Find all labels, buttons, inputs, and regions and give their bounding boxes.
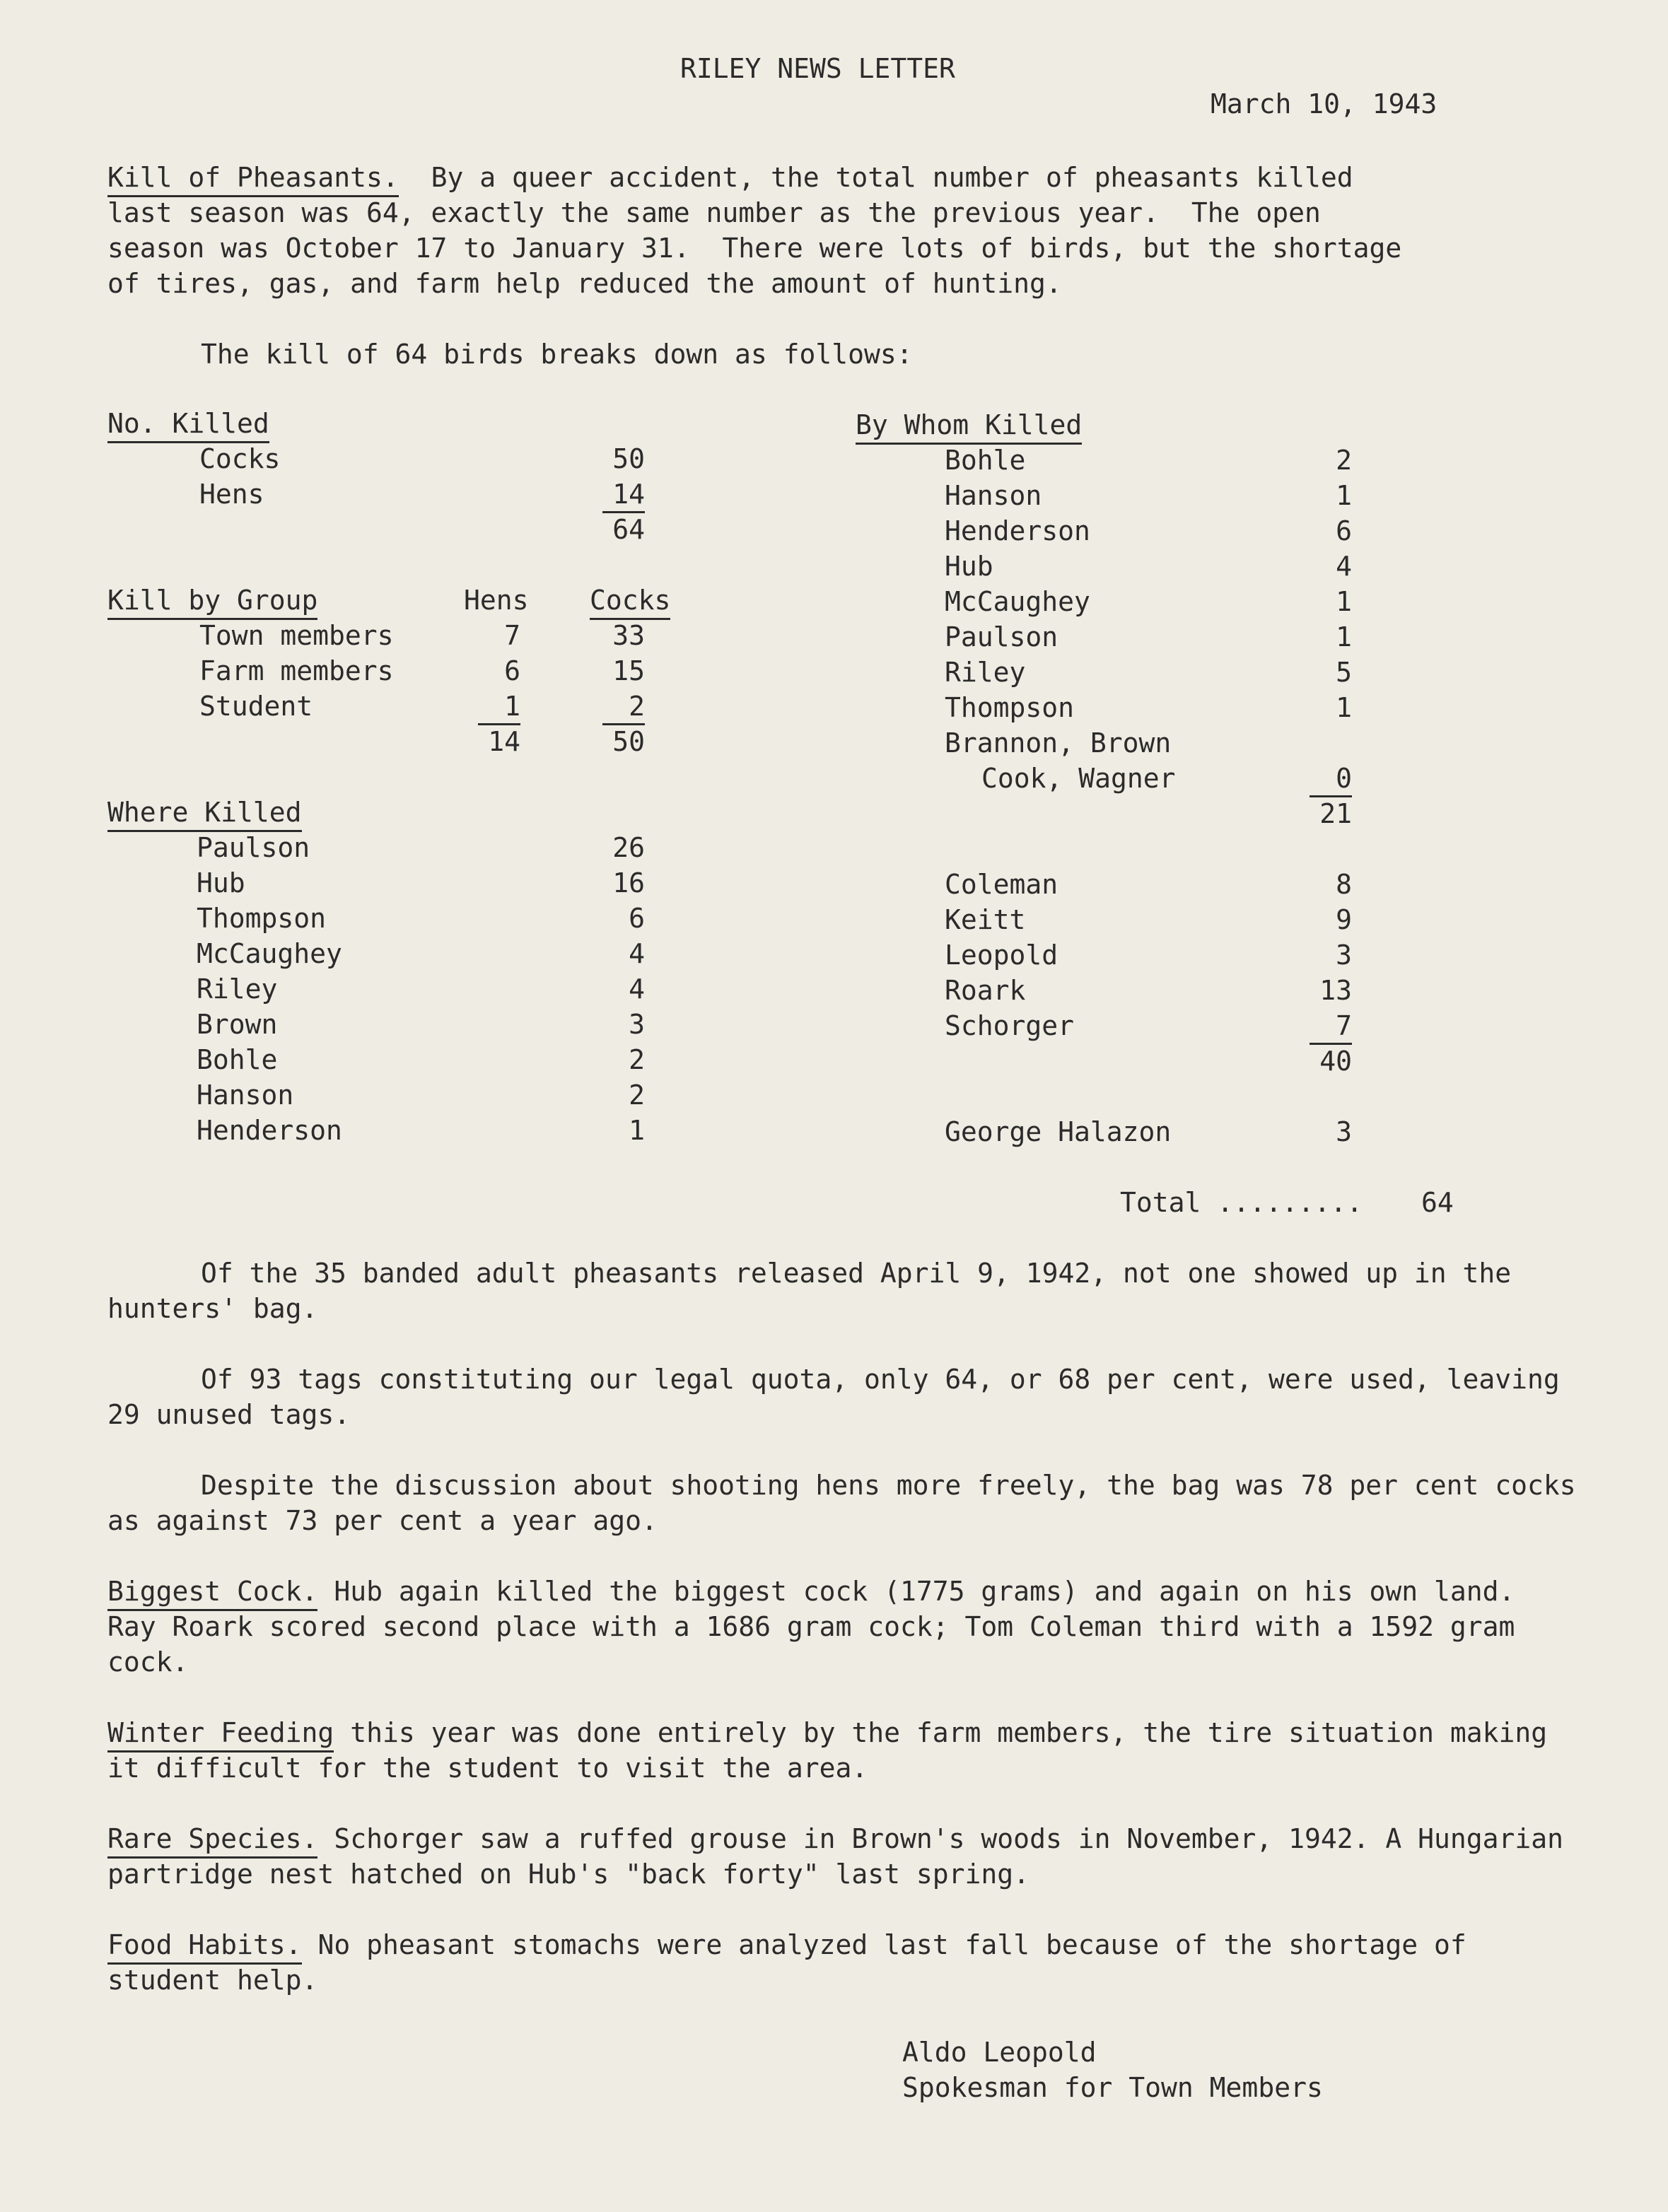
hunter-value: 8 <box>1336 869 1352 900</box>
no-killed-heading <box>107 410 269 437</box>
letter-date: March 10, 1943 <box>1211 88 1437 119</box>
where-label: Hub <box>197 867 245 899</box>
where-label: Hanson <box>197 1079 294 1111</box>
hunter-value: 7 <box>1336 1010 1352 1041</box>
paragraph-winter-feeding <box>107 1715 1578 1786</box>
hunter-value: 13 <box>1319 975 1352 1006</box>
paragraph-biggest-cock <box>107 1574 1578 1680</box>
hunter-label-cook: Cook, Wagner <box>981 763 1176 794</box>
rare-species-text: Schorger saw a ruffed grouse in Brown's woods in November, 1942. A Hungarian partridge nest hatched on Hub's "back forty" last spring. <box>107 1823 1564 1890</box>
biggest-cock-text: Hub again killed the biggest cock (1775 grams) and again on his own land. Ray Roark scored second place with a 1686 gram cock; Tom Coleman third with a 1592 gram cock. <box>107 1576 1515 1678</box>
no-killed-value-cocks: 50 <box>612 443 645 474</box>
where-label: Brown <box>197 1009 278 1040</box>
hunter-label: Keitt <box>945 904 1026 935</box>
group-hens-farm: 6 <box>504 655 520 686</box>
group-label-student: Student <box>199 691 313 722</box>
no-killed-heading-text: No. Killed <box>107 408 269 443</box>
hunter-value: 9 <box>1336 904 1352 935</box>
hunter-label-halazon: George Halazon <box>945 1116 1172 1147</box>
where-value: 4 <box>629 938 645 969</box>
section-heading-food-habits: Food Habits. <box>107 1929 302 1965</box>
by-whom-heading <box>856 411 1082 438</box>
no-killed-value-hens: 14 <box>612 479 645 510</box>
no-killed-label-cocks: Cocks <box>199 443 281 474</box>
kill-by-group-heading-text: Kill by Group <box>107 585 317 620</box>
food-habits-text: No pheasant stomachs were analyzed last fall because of the shortage of student help. <box>107 1929 1466 1996</box>
where-value: 16 <box>612 867 645 899</box>
winter-feeding-text: this year was done entirely by the farm members, the tire situation making it difficult for the student to visit the area. <box>107 1717 1548 1784</box>
paragraph-banded: Of the 35 banded adult pheasants released April 9, 1942, not one showed up in the hunters' bag. <box>107 1258 1512 1324</box>
where-value: 2 <box>629 1079 645 1111</box>
hunter-value-brannon: 0 <box>1336 763 1352 794</box>
no-killed-label-hens: Hens <box>199 479 264 510</box>
where-value: 6 <box>629 903 645 934</box>
by-whom-heading-text: By Whom Killed <box>856 409 1082 445</box>
hunter-label: Thompson <box>945 692 1075 723</box>
where-label: Henderson <box>197 1115 342 1146</box>
hunter-label: Roark <box>945 975 1026 1006</box>
no-killed-total: 64 <box>602 511 645 543</box>
column-header-hens: Hens <box>464 585 529 616</box>
where-value: 3 <box>629 1009 645 1040</box>
group-label-town: Town members <box>199 620 394 651</box>
paragraph-hens: Despite the discussion about shooting hens more freely, the bag was 78 per cent cocks as against 73 per cent a year ago. <box>107 1470 1576 1536</box>
hunter-label: Coleman <box>945 869 1058 900</box>
group-hens-town: 7 <box>504 620 520 651</box>
where-label: Thompson <box>197 903 327 934</box>
hunter-value: 2 <box>1336 445 1352 476</box>
paragraph-rare-species <box>107 1821 1578 1892</box>
grand-total-value: 64 <box>1421 1187 1454 1218</box>
hunter-label: Leopold <box>945 940 1058 971</box>
intro-text-1: By a queer accident, the total number of pheasants killed <box>431 162 1353 193</box>
hunter-label: Riley <box>945 657 1026 688</box>
where-label: Riley <box>197 973 278 1005</box>
hunter-label: Bohle <box>945 445 1026 476</box>
column-header-cocks <box>590 587 670 614</box>
intro-line-4: of tires, gas, and farm help reduced the amount of hunting. <box>107 268 1062 299</box>
group-cocks-total: 50 <box>602 723 645 755</box>
hunter-label: Henderson <box>945 515 1090 546</box>
hunter-label: Hanson <box>945 480 1042 511</box>
group-hens-student: 1 <box>504 691 520 722</box>
section-heading-biggest-cock: Biggest Cock. <box>107 1576 317 1611</box>
where-value: 4 <box>629 973 645 1005</box>
where-value: 2 <box>629 1044 645 1075</box>
group-cocks-farm: 15 <box>612 655 645 686</box>
section-heading-kill-of-pheasants: Kill of Pheasants. <box>107 162 399 197</box>
hunter-value: 4 <box>1336 551 1352 582</box>
hunter-value: 1 <box>1336 692 1352 723</box>
group-hens-total: 14 <box>478 723 520 755</box>
hunter-value-halazon: 3 <box>1336 1116 1352 1147</box>
hunter-label: Hub <box>945 551 993 582</box>
group-cocks-town: 33 <box>612 620 645 651</box>
where-label: Paulson <box>197 832 310 863</box>
column-header-cocks-text: Cocks <box>590 585 670 620</box>
intro-line-1 <box>107 164 1353 191</box>
intro-line-3: season was October 17 to January 31. There were lots of birds, but the shortage <box>107 233 1402 264</box>
section-heading-winter-feeding: Winter Feeding <box>107 1717 334 1752</box>
hunter-label: Schorger <box>945 1010 1075 1041</box>
where-killed-heading <box>107 799 302 826</box>
hunter-value: 1 <box>1336 621 1352 653</box>
kill-by-group-heading <box>107 587 317 614</box>
intro-line-2: last season was 64, exactly the same number as the previous year. The open <box>107 197 1321 228</box>
group-label-farm: Farm members <box>199 655 394 686</box>
where-value: 26 <box>612 832 645 863</box>
hunter-label-brannon: Brannon, Brown <box>945 727 1172 759</box>
signature-name: Aldo Leopold <box>902 2037 1097 2068</box>
by-whom-subtotal-2: 40 <box>1310 1043 1352 1075</box>
where-label: Bohle <box>197 1044 278 1075</box>
hunter-value: 1 <box>1336 586 1352 617</box>
hunter-label: McCaughey <box>945 586 1090 617</box>
hunter-value: 6 <box>1336 515 1352 546</box>
hunter-value: 3 <box>1336 940 1352 971</box>
where-value: 1 <box>629 1115 645 1146</box>
paragraph-food-habits <box>107 1927 1578 1998</box>
hunter-label: Paulson <box>945 621 1058 653</box>
signature-title: Spokesman for Town Members <box>902 2072 1323 2103</box>
group-cocks-student: 2 <box>629 691 645 722</box>
paragraph-tags: Of 93 tags constituting our legal quota, only 64, or 68 per cent, were used, leaving 29 unused tags. <box>107 1364 1560 1430</box>
hunter-value: 1 <box>1336 480 1352 511</box>
breakdown-intro: The kill of 64 birds breaks down as follows: <box>201 339 913 370</box>
where-killed-heading-text: Where Killed <box>107 797 302 832</box>
section-heading-rare-species: Rare Species. <box>107 1823 317 1859</box>
by-whom-subtotal-1: 21 <box>1310 795 1352 827</box>
page-title: RILEY NEWS LETTER <box>680 53 955 84</box>
grand-total-label: Total ......... <box>1120 1187 1363 1218</box>
where-label: McCaughey <box>197 938 342 969</box>
hunter-value: 5 <box>1336 657 1352 688</box>
